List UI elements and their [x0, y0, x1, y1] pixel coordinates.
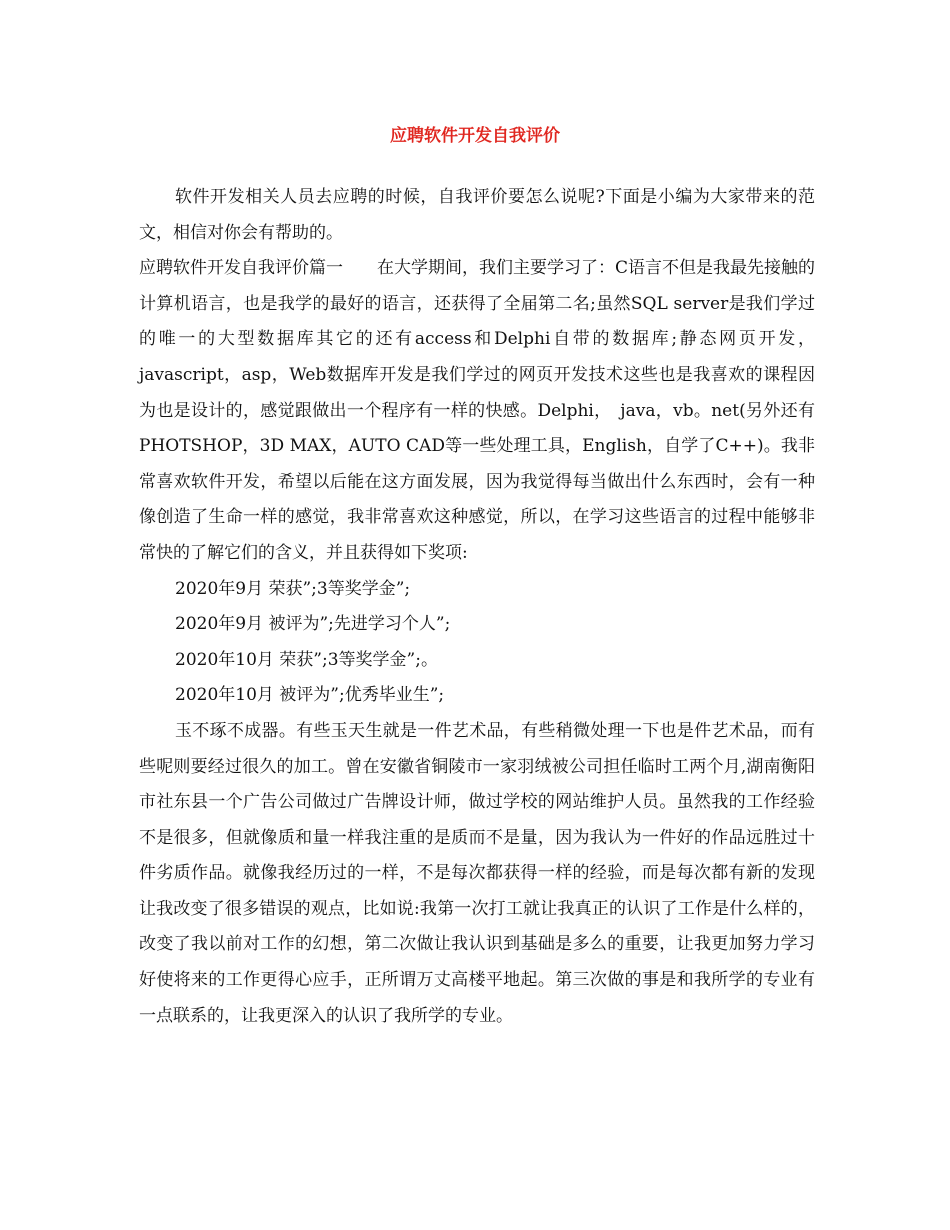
award-item: 2020年10月 被评为”;优秀毕业生”;	[175, 685, 445, 706]
section-one-paragraph: 应聘软件开发自我评价篇一 在大学期间，我们主要学习了：C语言不但是我最先接触的计算机语言，也是我学的最好的语言，还获得了全届第二名;虽然SQL server是我们学过的唯一的大型数据库其它的还有access和Delphi自带的数据库;静态网页开发，javascript，asp，Web数据库开发是我们学过的网页开发技术这些也是我喜欢的课程因为也是设计的，感觉跟做出一个程序有一样的快感。Delphi， java，vb。net(另外还有PHOTSHOP，3D MAX，AUTO CAD等一些处理工具，English，自学了C++)。我非常喜欢软件开发，希望以后能在这方面发展，因为我觉得每当做出什么东西时，会有一种像创造了生命一样的感觉，我非常喜欢这种感觉，所以，在学习这些语言的过程中能够非常快的了解它们的含义，并且获得如下奖项:	[139, 258, 816, 563]
intro-paragraph: 软件开发相关人员去应聘的时候，自我评价要怎么说呢?下面是小编为大家带来的范文，相信对你会有帮助的。	[139, 187, 815, 243]
document-body	[139, 180, 815, 1034]
closing-paragraph: 玉不琢不成器。有些玉天生就是一件艺术品，有些稍微处理一下也是件艺术品，而有些呢则要经过很久的加工。曾在安徽省铜陵市一家羽绒被公司担任临时工两个月,湖南衡阳市社东县一个广告公司做过广告牌设计师，做过学校的网站维护人员。虽然我的工作经验不是很多，但就像质和量一样我注重的是质而不是量，因为我认为一件好的作品远胜过十件劣质作品。就像我经历过的一样，不是每次都获得一样的经验，而是每次都有新的发现让我改变了很多错误的观点，比如说:我第一次打工就让我真正的认识了工作是什么样的，改变了我以前对工作的幻想，第二次做让我认识到基础是多么的重要，让我更加努力学习好使将来的工作更得心应手，正所谓万丈高楼平地起。第三次做的事是和我所学的专业有一点联系的，让我更深入的认识了我所学的专业。	[139, 720, 815, 1026]
award-item: 2020年10月 荣获”;3等奖学金”;。	[175, 649, 438, 670]
document-title: 应聘软件开发自我评价	[390, 126, 560, 146]
award-item: 2020年9月 被评为”;先进学习个人”;	[175, 614, 451, 635]
award-item: 2020年9月 荣获”;3等奖学金”;	[175, 578, 411, 599]
